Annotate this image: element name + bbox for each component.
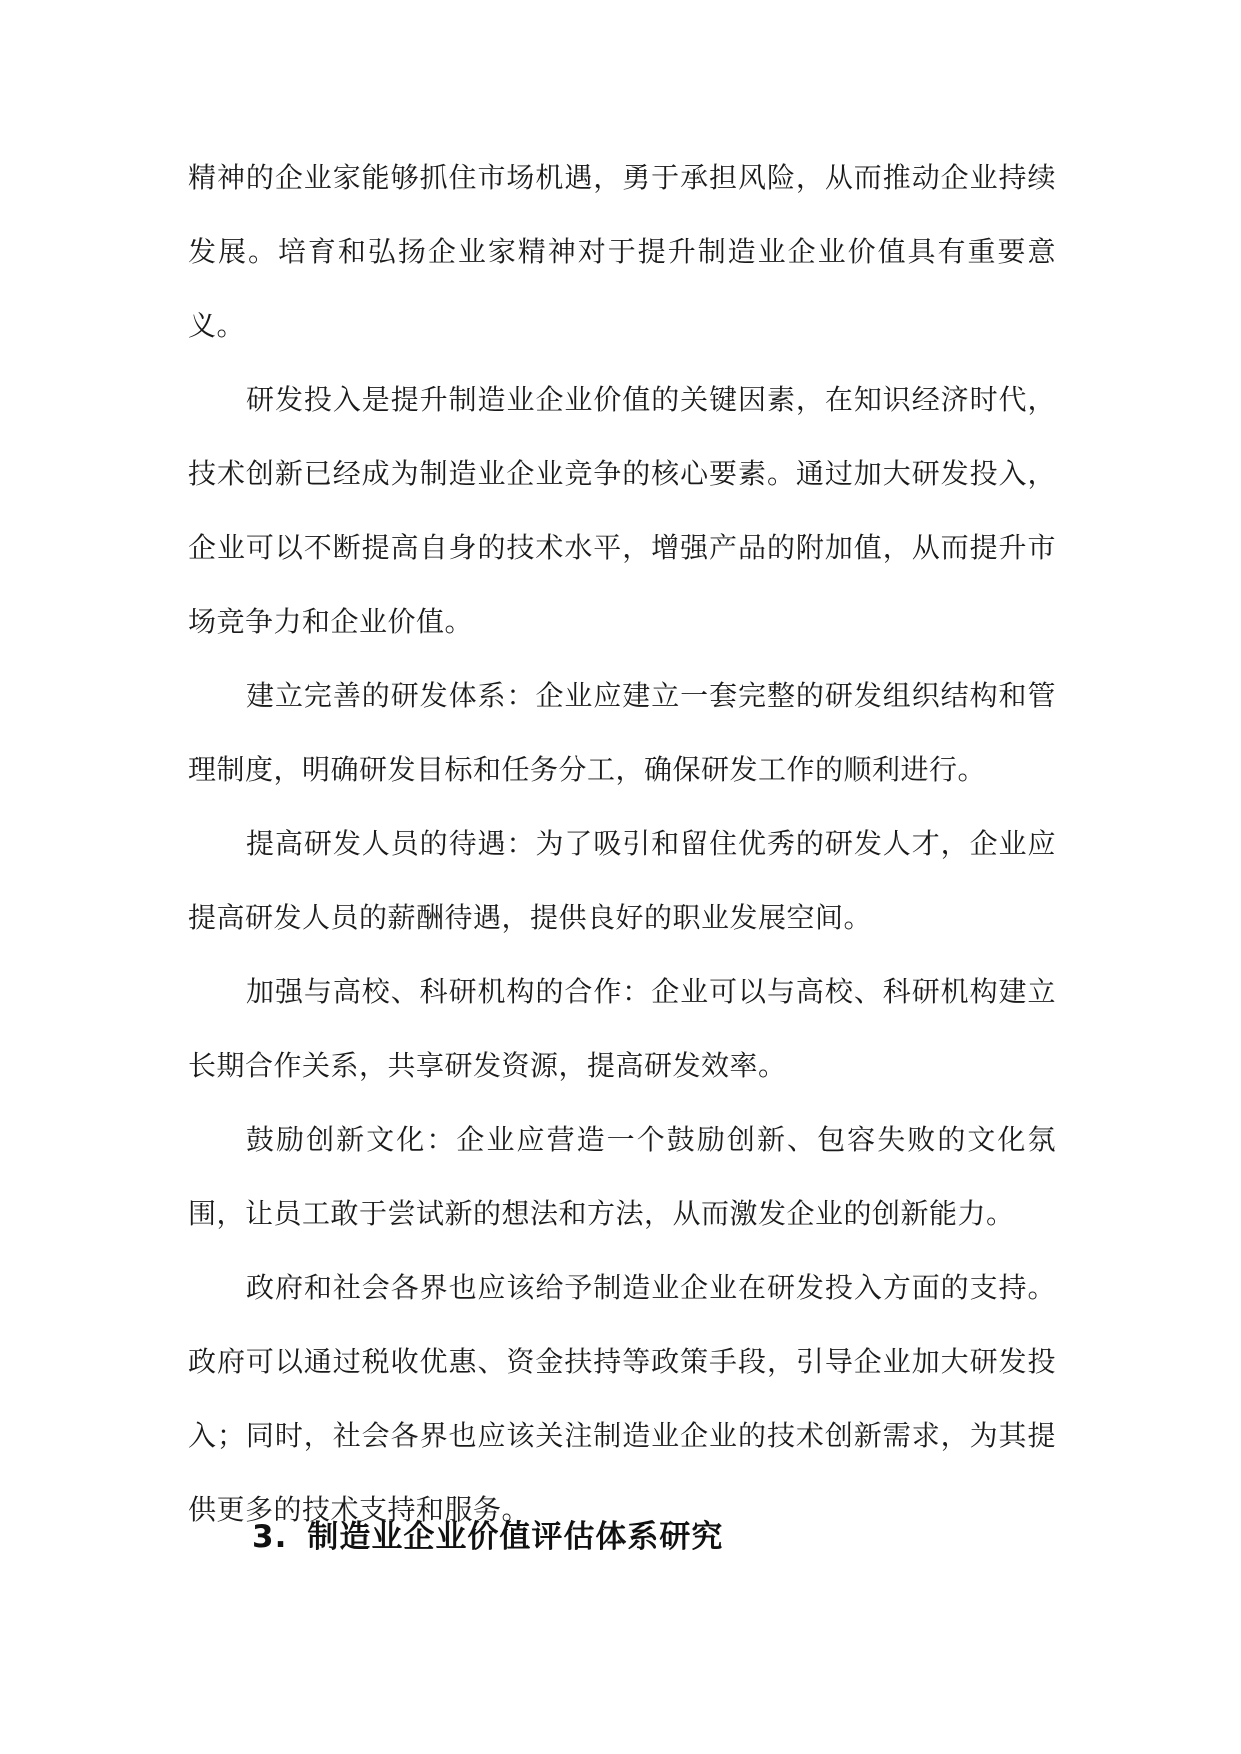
- section-heading: [252, 1511, 723, 1556]
- section-title: 制造业企业价值评估体系研究: [307, 1519, 724, 1555]
- paragraph-1: 精神的企业家能够抓住市场机遇，勇于承担风险，从而推动企业持续发展。培育和弘扬企业家精神对于提升制造业企业价值具有重要意义。: [188, 161, 1056, 342]
- paragraph-6: 鼓励创新文化：企业应营造一个鼓励创新、包容失败的文化氛围，让员工敢于尝试新的想法和方法，从而激发企业的创新能力。: [188, 1123, 1056, 1230]
- section-number: 3.: [252, 1519, 288, 1555]
- paragraph-2: 研发投入是提升制造业企业价值的关键因素，在知识经济时代，技术创新已经成为制造业企业竞争的核心要素。通过加大研发投入，企业可以不断提高自身的技术水平，增强产品的附加值，从而提升市场竞争力和企业价值。: [188, 383, 1056, 638]
- body-text: [188, 141, 1056, 1547]
- paragraph-3: 建立完善的研发体系：企业应建立一套完整的研发组织结构和管理制度，明确研发目标和任务分工，确保研发工作的顺利进行。: [188, 679, 1056, 786]
- paragraph-4: 提高研发人员的待遇：为了吸引和留住优秀的研发人才，企业应提高研发人员的薪酬待遇，提供良好的职业发展空间。: [188, 827, 1056, 934]
- paragraph-5: 加强与高校、科研机构的合作：企业可以与高校、科研机构建立长期合作关系，共享研发资源，提高研发效率。: [188, 975, 1056, 1082]
- paragraph-7: 政府和社会各界也应该给予制造业企业在研发投入方面的支持。政府可以通过税收优惠、资金扶持等政策手段，引导企业加大研发投入；同时，社会各界也应该关注制造业企业的技术创新需求，为其提供更多的技术支持和服务。: [188, 1271, 1056, 1526]
